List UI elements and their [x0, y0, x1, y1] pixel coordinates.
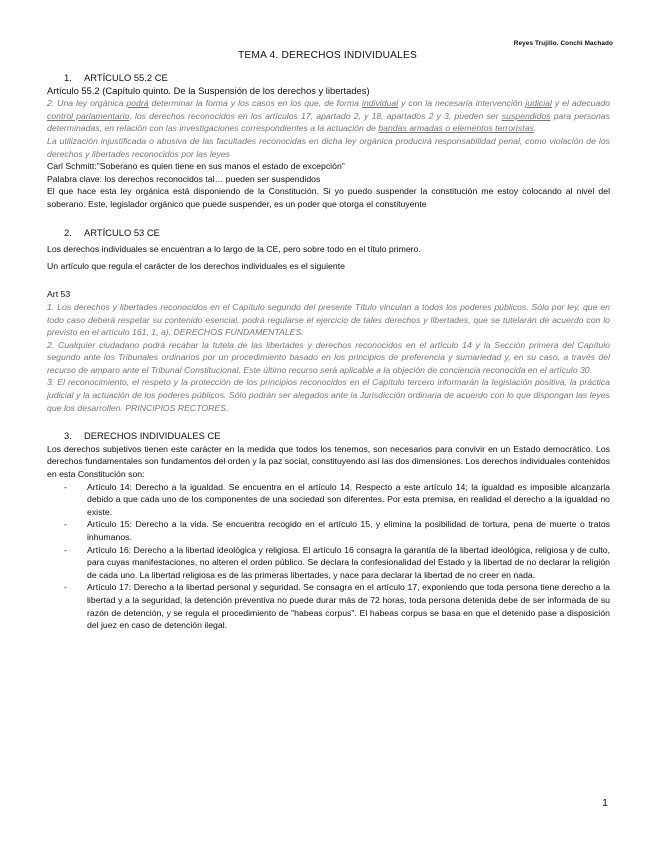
bullet-dash: - [64, 519, 67, 530]
section-1-heading [47, 72, 610, 85]
section-1-subheading: Artículo 55.2 (Capítulo quinto. De la Suspensión de los derechos y libertades) [47, 84, 370, 96]
art-53-quote-1: 1. Los derechos y libertades reconocidos en el Capítulo segundo del presente Título vinculan a todos los poderes públicos. Sólo por ley, que en todo caso deberá respetar su contenido esencial, podrá regularse el ejercicio de tales derechos y libertades, que se tutelarán de acuerdo con lo previsto en el artículo 161, 1, a). DERECHOS FUNDAMENTALES. [47, 301, 610, 338]
section-2-line-2: Un artículo que regula el carácter de los derechos individuales es el siguiente [47, 260, 345, 271]
list-item-text: Artículo 14: Derecho a la igualdad. Se encuentra en el artículo 14. Respecto a este artículo 14; la igualdad es imposible alcanzarla debido a que cada uno de los componentes de una sociedad son diferentes. Por esta premisa, en realidad el derecho a la igualdad no existe. [87, 481, 610, 517]
quote-text: . [533, 123, 537, 134]
quote-text: , los derechos reconocidos en los artículos 17, apartado 2, y 18, apartados 2 y 3, pueden ser [129, 110, 502, 121]
quote-text: 2. Una ley orgánica [47, 98, 127, 109]
list-item [47, 581, 610, 631]
underlined-term: individual [361, 98, 399, 109]
art-53-quote-3: 3. El reconocimiento, el respeto y la protección de los principios reconocidos en el Capítulo tercero informarán la legislación positiva, la práctica judicial y la actuación de los poderes públicos. Sólo podrán ser alegados ante la Jurisdicción ordinaria de acuerdo con lo que dispongan las leyes que los desarrollen. PRINCIPIOS RECTORES. [47, 377, 610, 413]
list-item-text: Artículo 15: Derecho a la vida. Se encuentra recogido en el artículo 15, y elimina la posibilidad de tortura, pena de muerte o tratos inhumanos. [87, 519, 610, 542]
underlined-term: podrá [126, 98, 149, 109]
author-header: Reyes Trujillo. Conchi Machado [513, 40, 613, 47]
quote-text: determinar la forma y los casos en los que, de forma [148, 98, 362, 109]
section-2-heading [47, 227, 610, 240]
page-number: 1 [602, 797, 608, 809]
section-2-title: ARTÍCULO 53 CE [84, 226, 160, 238]
section-1-title: ARTÍCULO 55.2 CE [84, 72, 168, 83]
list-item-text: Artículo 16: Derecho a la libertad ideológica y religiosa. El artículo 16 consagra la garantía de la libertad ideológica, religiosa y de culto, para cuyas manifestaciones, no alteren el orden público. Se declara la confesionalidad del Estado y la libertad de no declarar la religión de cada uno. La libertad religiosa es de las primeras libertades, y nace para declarar la libertad de no creer en nada. [87, 544, 610, 580]
quote-text: para personas determinadas, en relación con las investigaciones correspondientes a la actuación de [47, 110, 610, 134]
quote-text: y el adecuado [551, 98, 610, 109]
section-3-heading [47, 430, 610, 443]
bullet-dash: - [64, 481, 67, 492]
underlined-term: bandas armadas o elementos terroristas [378, 123, 534, 134]
rights-list [47, 481, 610, 632]
list-item [47, 544, 610, 582]
section-3-number: 3. [64, 430, 72, 442]
keyword-line: Palabra clave: los derechos reconocidos tal… pueden ser suspendidos [47, 173, 321, 184]
section-1-number: 1. [64, 72, 72, 83]
document-body [47, 72, 610, 632]
section-2-number: 2. [64, 226, 72, 238]
article-55-quote [47, 97, 610, 135]
section-3-title: DERECHOS INDIVIDUALES CE [84, 430, 221, 442]
section-1-body: El que hace esta ley orgánica está disponiendo de la Constitución. Si yo puedo suspender la constitución me estoy colocando al nivel del soberano. Este, legislador orgánico que puede suspender, es un poder que otorga el constituyente [47, 186, 610, 209]
underlined-term: judicial [525, 98, 552, 109]
schmitt-quote: Carl Schmitt:"Soberano es quien tiene en sus manos el estado de excepción" [47, 161, 345, 172]
art-53-label: Art 53 [47, 289, 71, 300]
quote-text: y con la necesaria intervención [398, 98, 526, 109]
bullet-dash: - [64, 582, 67, 593]
bullet-dash: - [64, 544, 67, 555]
section-2-line-1: Los derechos individuales se encuentran a lo largo de la CE, pero sobre todo en el título primero. [47, 244, 421, 255]
list-item [47, 518, 610, 543]
underlined-term: suspendidos [501, 110, 551, 121]
art-53-quote-2: 2. Cualquier ciudadano podrá recabar la tutela de las libertades y derechos reconocidos en el artículo 14 y la Sección primera del Capítulo segundo ante los Tribunales ordinarios por un procedimiento basado en los principios de preferencia y sumariedad y, en su caso, a través del recurso de amparo ante el Tribunal Constitucional. Este último recurso será aplicable a la objeción de conciencia reconocida en el artículo 30. [47, 339, 610, 375]
article-55-quote-2: La utilización injustificada o abusiva de las facultades reconocidas en dicha ley orgánica producirá responsabilidad penal, como violación de los derechos y libertades reconocidos por las leyes [47, 135, 610, 159]
section-3-intro: Los derechos subjetivos tienen este carácter en la medida que todos los tenemos, son necesarios para convivir en un Estado democrático. Los derechos fundamentales son fundamentos del orden y la paz social, constituyendo así las dos dimensiones. Los derechos individuales contenidos en esta Constitución son: [47, 443, 610, 480]
underlined-term: control parlamentario [47, 110, 130, 121]
page-title: TEMA 4. DERECHOS INDIVIDUALES [237, 50, 418, 61]
list-item [47, 481, 610, 519]
list-item-text: Artículo 17: Derecho a la libertad personal y seguridad. Se consagra en el artículo 17, exponiendo que toda persona tiene derecho a la libertad y a la seguridad, la detención preventiva no puede durar más de 72 horas, toda persona detenida debe de ser informada de su razón de detención, y se regula el procedimiento de "habeas corpus". El habeas corpus se basa en que el detenido pase a disposición del juez en caso de detención ilegal. [87, 582, 610, 631]
